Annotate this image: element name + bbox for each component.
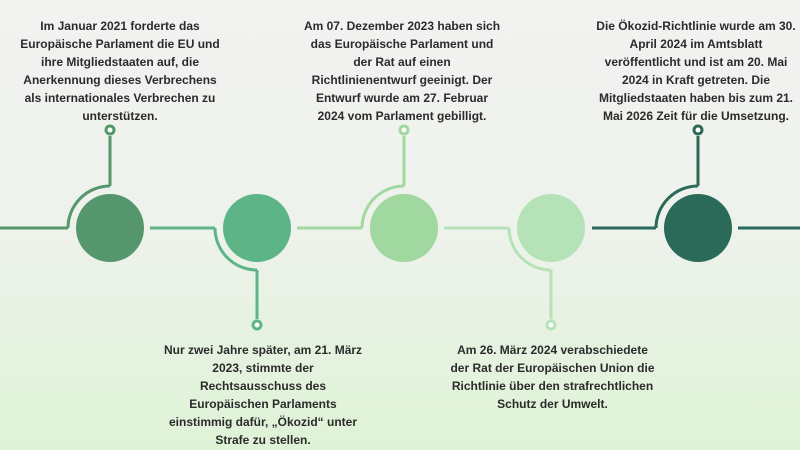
milestone-circle-3 xyxy=(370,194,438,262)
event-text-2023-march: Nur zwei Jahre später, am 21. März 2023, stimmte der Rechtsausschuss des Europäischen Parlaments einstimmig dafür, „Ökozid“ unter Strafe zu stellen. xyxy=(163,343,363,447)
connector-endpoint-5 xyxy=(694,126,702,134)
connector-endpoint-2 xyxy=(253,321,261,329)
milestone-circle-4 xyxy=(517,194,585,262)
event-text-2024-march: Am 26. März 2024 verabschiedete der Rat der Europäischen Union die Richtlinie über den strafrechtlichen Schutz der Umwelt. xyxy=(450,343,655,411)
event-text-2021-january: Im Januar 2021 forderte das Europäische Parlament die EU und ihre Mitgliedstaaten auf, die Anerkennung dieses Verbrechens als internationales Verbrechen zu unterstützen. xyxy=(20,19,220,123)
timeline-stage-5 xyxy=(592,126,800,262)
connector-endpoint-3 xyxy=(400,126,408,134)
timeline-stage-1 xyxy=(0,126,144,262)
event-text-2023-december: Am 07. Dezember 2023 haben sich das Europäische Parlament und der Rat auf einen Richtlinienentwurf geeinigt. Der Entwurf wurde am 27. Februar 2024 vom Parlament gebilligt. xyxy=(303,19,501,123)
timeline-stage-2 xyxy=(150,194,291,329)
milestone-circle-2 xyxy=(223,194,291,262)
milestone-circle-5 xyxy=(664,194,732,262)
connector-endpoint-1 xyxy=(106,126,114,134)
event-text-2024-april: Die Ökozid-Richtlinie wurde am 30. April 2024 im Amtsblatt veröffentlicht und ist am 20. Mai 2024 in Kraft getreten. Die Mitgliedstaaten haben bis zum 21. Mai 2026 Zeit für die Umsetzung. xyxy=(596,19,796,123)
timeline-stage-4 xyxy=(444,194,585,329)
connector-endpoint-4 xyxy=(547,321,555,329)
milestone-circle-1 xyxy=(76,194,144,262)
timeline-stage-3 xyxy=(297,126,438,262)
